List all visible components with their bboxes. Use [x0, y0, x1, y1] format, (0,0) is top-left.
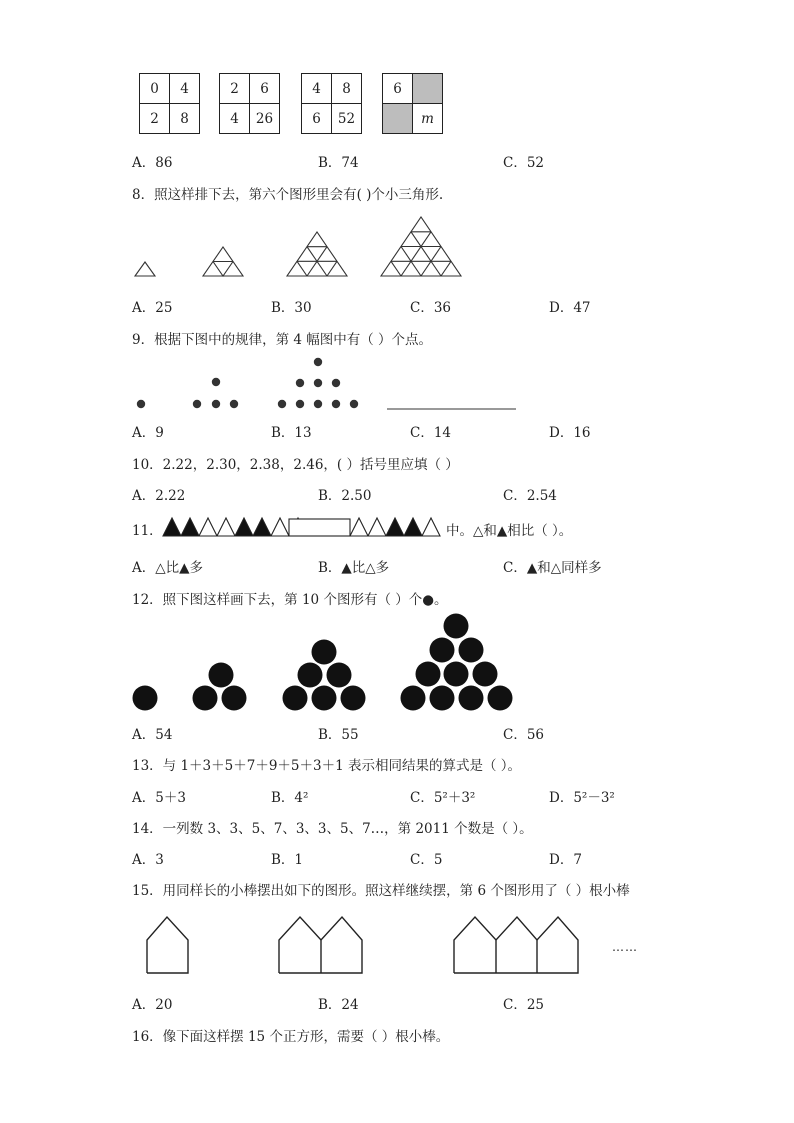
grid-cell: 4: [220, 104, 250, 134]
q12-option-c[interactable]: C．56: [503, 727, 545, 743]
grid-cell: 2: [140, 104, 170, 134]
question-16: 16．像下面这样摆 15 个正方形，需要（ ）根小棒。: [132, 1029, 450, 1045]
q11-option-c[interactable]: C．▲和△同样多: [503, 560, 602, 576]
grid-cell: 2: [220, 74, 250, 104]
question-12: 12．照下图这样画下去，第 10 个图形有（ ）个●。: [132, 592, 448, 608]
q8-option-d[interactable]: D．47: [549, 300, 591, 316]
q14-option-c[interactable]: C．5: [410, 852, 443, 868]
q12-option-a[interactable]: A．54: [132, 727, 173, 743]
q7-option-a[interactable]: A．86: [132, 155, 173, 171]
grid-cell: 8: [332, 74, 362, 104]
grid-cell: 0: [140, 74, 170, 104]
question-14: 14．一列数 3、3、5、7、3、3、5、7…，第 2011 个数是（ ）。: [132, 821, 533, 837]
question-11-number: 11．: [132, 523, 163, 539]
q9-option-b[interactable]: B．13: [271, 425, 312, 441]
q8-option-b[interactable]: B．30: [271, 300, 312, 316]
grid-cell: 52: [332, 104, 362, 134]
ellipsis: ……: [612, 940, 638, 954]
q8-option-a[interactable]: A．25: [132, 300, 173, 316]
q14-option-b[interactable]: B．1: [271, 852, 304, 868]
q13-option-b[interactable]: B．4²: [271, 790, 309, 806]
question-8: 8．照这样排下去，第六个图形里会有( )个小三角形.: [132, 187, 444, 203]
q11-option-a[interactable]: A．△比▲多: [132, 560, 204, 576]
q7-option-c[interactable]: C．52: [503, 155, 545, 171]
q15-option-c[interactable]: C．25: [503, 997, 545, 1013]
q9-option-a[interactable]: A．9: [132, 425, 164, 441]
q8-option-c[interactable]: C．36: [410, 300, 452, 316]
q7-option-b[interactable]: B．74: [318, 155, 359, 171]
q9-option-d[interactable]: D．16: [549, 425, 591, 441]
q10-option-b[interactable]: B．2.50: [318, 488, 372, 504]
q9-option-c[interactable]: C．14: [410, 425, 452, 441]
q15-option-a[interactable]: A．20: [132, 997, 173, 1013]
grid-cell: 4: [302, 74, 332, 104]
q13-option-d[interactable]: D．5²－3²: [549, 790, 615, 806]
question-11-text: 中。△和▲相比（ ）。: [446, 523, 573, 539]
q14-option-a[interactable]: A．3: [132, 852, 164, 868]
grid-cell: 4: [170, 74, 200, 104]
grid-cell: 26: [250, 104, 280, 134]
question-15: 15．用同样长的小棒摆出如下的图形。照这样继续摆，第 6 个图形用了（ ）根小棒: [132, 883, 630, 899]
q13-option-c[interactable]: C．5²＋3²: [410, 790, 476, 806]
question-10: 10．2.22，2.30，2.38，2.46，( ）括号里应填（ ）: [132, 457, 459, 473]
q13-option-a[interactable]: A．5＋3: [132, 790, 186, 806]
grid-cell-unknown: m: [413, 104, 443, 134]
q14-option-d[interactable]: D．7: [549, 852, 582, 868]
question-13: 13．与 1＋3＋5＋7＋9＋5＋3＋1 表示相同结果的算式是（ ）。: [132, 758, 522, 774]
q10-option-c[interactable]: C．2.54: [503, 488, 557, 504]
grid-cell: 8: [170, 104, 200, 134]
question-9: 9．根据下图中的规律，第 4 幅图中有（ ）个点。: [132, 332, 433, 348]
grid-cell: 6: [302, 104, 332, 134]
grid-cell: 6: [383, 74, 413, 104]
q12-option-b[interactable]: B．55: [318, 727, 359, 743]
q10-option-a[interactable]: A．2.22: [132, 488, 186, 504]
q15-option-b[interactable]: B．24: [318, 997, 359, 1013]
grid-cell: 6: [250, 74, 280, 104]
q11-option-b[interactable]: B．▲比△多: [318, 560, 390, 576]
